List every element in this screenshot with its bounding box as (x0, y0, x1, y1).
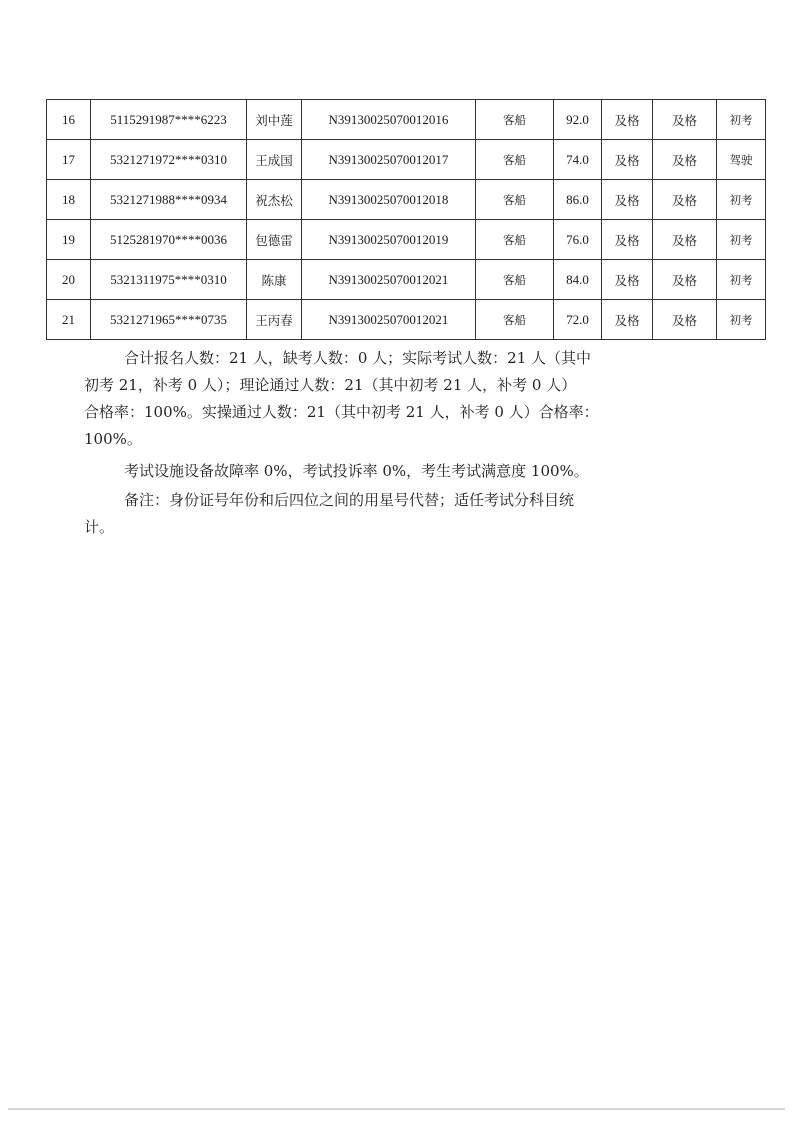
id-number-cell: 5115291987****6223 (91, 100, 247, 140)
name-cell: 包德雷 (247, 220, 302, 260)
exam-category-cell: 初考 (717, 300, 766, 340)
stats-paragraph (84, 458, 684, 485)
table-row (47, 260, 766, 300)
id-number-cell: 5321271988****0934 (91, 180, 247, 220)
certificate-number-cell: N39130025070012019 (302, 220, 476, 260)
theory-result-cell: 及格 (602, 100, 653, 140)
practice-result-cell: 及格 (653, 140, 717, 180)
name-cell: 王成国 (247, 140, 302, 180)
score-cell: 76.0 (554, 220, 602, 260)
summary-line-2: 初考 21，补考 0 人）；理论通过人数：21（其中初考 21 人，补考 0 人） (84, 376, 577, 394)
practice-result-cell: 及格 (653, 180, 717, 220)
theory-result-cell: 及格 (602, 220, 653, 260)
row-number-cell: 16 (47, 100, 91, 140)
practice-result-cell: 及格 (653, 220, 717, 260)
table-row (47, 220, 766, 260)
table-row (47, 180, 766, 220)
row-number-cell: 20 (47, 260, 91, 300)
notes-line-2: 计。 (84, 518, 115, 536)
ship-type-cell: 客船 (476, 180, 554, 220)
summary-line-3: 合格率：100%。实操通过人数：21（其中初考 21 人，补考 0 人）合格率： (84, 403, 599, 421)
practice-result-cell: 及格 (653, 260, 717, 300)
stats-text: 考试设施设备故障率 0%，考试投诉率 0%，考生考试满意度 100%。 (124, 462, 589, 480)
name-cell: 王丙春 (247, 300, 302, 340)
summary-line-1 (84, 345, 684, 372)
id-number-cell: 5321271972****0310 (91, 140, 247, 180)
id-number-cell: 5125281970****0036 (91, 220, 247, 260)
stats-line-1 (84, 458, 684, 485)
practice-result-cell: 及格 (653, 100, 717, 140)
table-row (47, 100, 766, 140)
practice-result-cell: 及格 (653, 300, 717, 340)
notes-line-1 (84, 487, 684, 514)
summary-paragraph (84, 345, 684, 453)
score-cell: 84.0 (554, 260, 602, 300)
notes-text-1: 备注：身份证号年份和后四位之间的用星号代替；适任考试分科目统 (124, 491, 575, 509)
table-row (47, 140, 766, 180)
certificate-number-cell: N39130025070012021 (302, 260, 476, 300)
row-number-cell: 17 (47, 140, 91, 180)
score-cell: 92.0 (554, 100, 602, 140)
certificate-number-cell: N39130025070012018 (302, 180, 476, 220)
exam-category-cell: 驾驶 (717, 140, 766, 180)
certificate-number-cell: N39130025070012021 (302, 300, 476, 340)
row-number-cell: 19 (47, 220, 91, 260)
exam-category-cell: 初考 (717, 180, 766, 220)
theory-result-cell: 及格 (602, 180, 653, 220)
name-cell: 刘中莲 (247, 100, 302, 140)
ship-type-cell: 客船 (476, 300, 554, 340)
ship-type-cell: 客船 (476, 260, 554, 300)
page-bottom-rule (8, 1108, 785, 1110)
score-cell: 86.0 (554, 180, 602, 220)
ship-type-cell: 客船 (476, 140, 554, 180)
theory-result-cell: 及格 (602, 140, 653, 180)
row-number-cell: 18 (47, 180, 91, 220)
ship-type-cell: 客船 (476, 220, 554, 260)
exam-results-table (46, 99, 766, 340)
name-cell: 祝杰松 (247, 180, 302, 220)
id-number-cell: 5321311975****0310 (91, 260, 247, 300)
table-body (47, 100, 766, 340)
summary-line-4: 100%。 (84, 430, 142, 448)
notes-paragraph (84, 487, 684, 541)
summary-text-1: 合计报名人数：21 人，缺考人数：0 人；实际考试人数：21 人（其中 (124, 349, 592, 367)
exam-category-cell: 初考 (717, 220, 766, 260)
ship-type-cell: 客船 (476, 100, 554, 140)
theory-result-cell: 及格 (602, 300, 653, 340)
theory-result-cell: 及格 (602, 260, 653, 300)
exam-category-cell: 初考 (717, 100, 766, 140)
id-number-cell: 5321271965****0735 (91, 300, 247, 340)
exam-category-cell: 初考 (717, 260, 766, 300)
certificate-number-cell: N39130025070012016 (302, 100, 476, 140)
row-number-cell: 21 (47, 300, 91, 340)
table-row (47, 300, 766, 340)
name-cell: 陈康 (247, 260, 302, 300)
score-cell: 74.0 (554, 140, 602, 180)
score-cell: 72.0 (554, 300, 602, 340)
certificate-number-cell: N39130025070012017 (302, 140, 476, 180)
